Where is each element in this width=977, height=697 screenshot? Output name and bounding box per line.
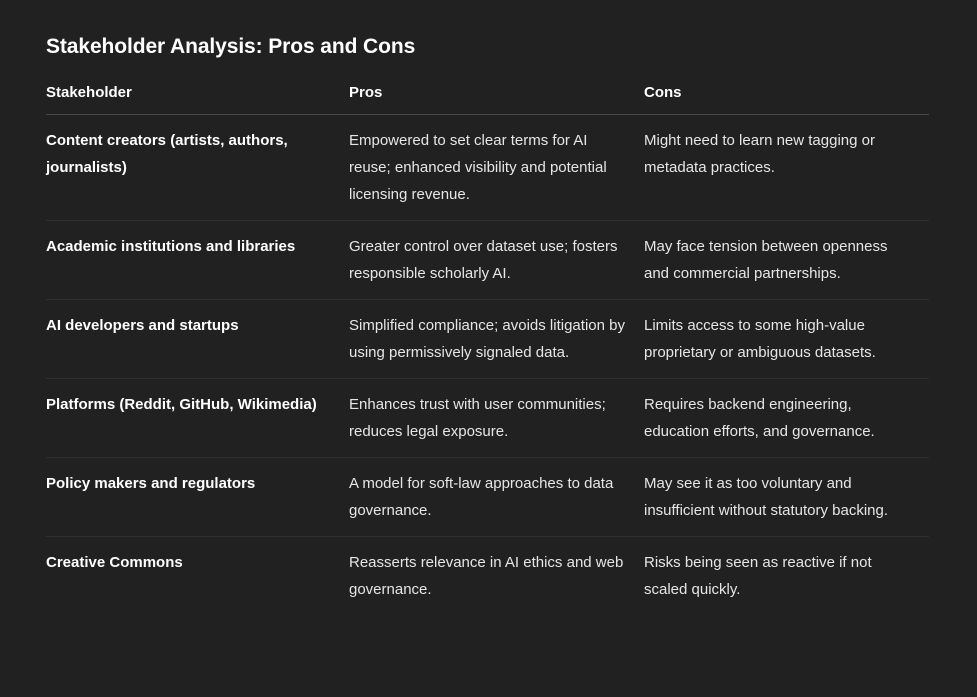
table-header-row (46, 79, 929, 115)
cons-cell: May see it as too voluntary and insufficient without statutory backing. (644, 458, 929, 537)
pros-cell: Greater control over dataset use; fosters responsible scholarly AI. (349, 221, 644, 300)
column-header-pros: Pros (349, 79, 644, 115)
pros-cell: Simplified compliance; avoids litigation by using permissively signaled data. (349, 300, 644, 379)
cons-cell: Requires backend engineering, education efforts, and governance. (644, 379, 929, 458)
column-header-stakeholder: Stakeholder (46, 79, 349, 115)
cons-cell: May face tension between openness and commercial partnerships. (644, 221, 929, 300)
stakeholder-cell: Platforms (Reddit, GitHub, Wikimedia) (46, 379, 349, 458)
pros-cell: Reasserts relevance in AI ethics and web governance. (349, 554, 624, 598)
column-header-cons: Cons (644, 79, 929, 115)
table-header (46, 79, 929, 115)
table-row (46, 300, 929, 379)
stakeholder-cell: AI developers and startups (46, 300, 349, 379)
table-row (46, 221, 929, 300)
stakeholder-cell: Policy makers and regulators (46, 458, 349, 537)
stakeholder-table (46, 79, 929, 615)
pros-cell: A model for soft-law approaches to data governance. (349, 458, 644, 537)
table-row (46, 458, 929, 537)
cons-cell: Might need to learn new tagging or metadata practices. (644, 115, 929, 221)
cons-cell: Limits access to some high-value proprietary or ambiguous datasets. (644, 300, 929, 379)
table-row (46, 537, 929, 616)
table-body (46, 115, 929, 616)
stakeholder-cell: Creative Commons (46, 554, 183, 571)
page-title: Stakeholder Analysis: Pros and Cons (46, 35, 416, 58)
stakeholder-cell: Academic institutions and libraries (46, 221, 349, 300)
pros-cell: Empowered to set clear terms for AI reuse; enhanced visibility and potential licensing revenue. (349, 115, 644, 221)
cons-cell: Risks being seen as reactive if not scaled quickly. (644, 554, 872, 598)
pros-cell: Enhances trust with user communities; reduces legal exposure. (349, 379, 644, 458)
document-content (46, 33, 929, 615)
stakeholder-cell: Content creators (artists, authors, journalists) (46, 115, 349, 221)
table-row (46, 379, 929, 458)
table-row (46, 115, 929, 221)
